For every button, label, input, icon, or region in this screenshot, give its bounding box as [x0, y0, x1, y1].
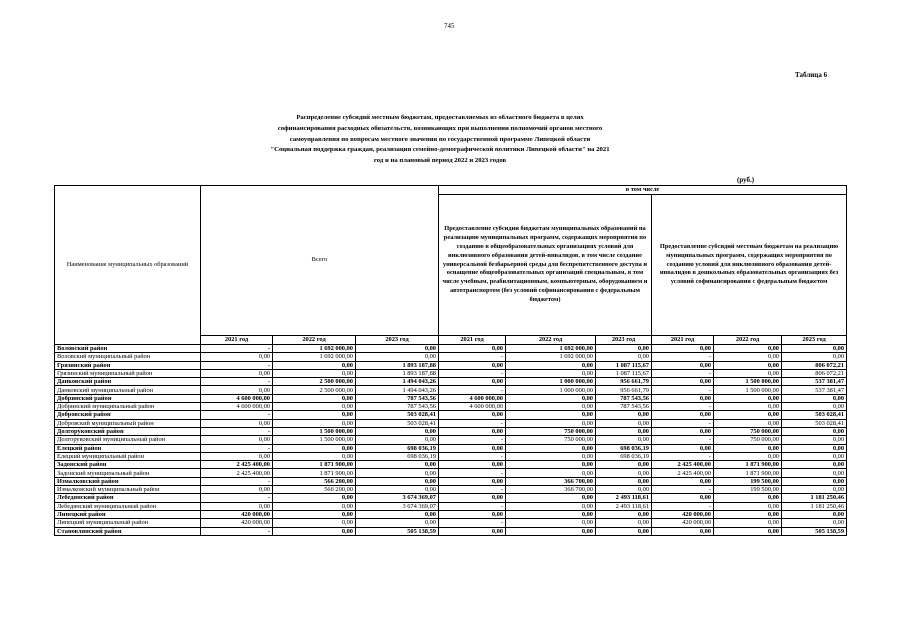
header-year: 2021 год	[201, 336, 273, 345]
amount-cell: 0,00	[201, 436, 273, 444]
amount-cell: -	[201, 427, 273, 435]
amount-cell: -	[201, 345, 273, 353]
amount-cell: 0,00	[714, 494, 782, 502]
row-name: Елецкий район	[55, 444, 201, 452]
row-name: Измалковский район	[55, 477, 201, 485]
amount-cell: 0,00	[596, 427, 652, 435]
amount-cell: 0,00	[782, 436, 847, 444]
district-total-row	[55, 345, 847, 353]
amount-cell: 4 600 000,00	[439, 403, 506, 411]
amount-cell: 0,00	[714, 527, 782, 535]
row-name: Грязинский муниципальный район	[55, 369, 201, 377]
amount-cell: 0,00	[439, 510, 506, 518]
amount-cell: 0,00	[273, 502, 356, 510]
amount-cell: 750 000,00	[714, 427, 782, 435]
amount-cell: 2 425 400,00	[652, 461, 714, 469]
amount-cell: 0,00	[714, 353, 782, 361]
municipal-row	[55, 386, 847, 394]
row-name: Долгоруковский муниципальный район	[55, 436, 201, 444]
table-body	[55, 345, 847, 536]
amount-cell: -	[439, 353, 506, 361]
district-total-row	[55, 461, 847, 469]
amount-cell: 4 600 000,00	[201, 394, 273, 402]
municipal-row	[55, 452, 847, 460]
amount-cell: 0,00	[439, 477, 506, 485]
row-name: Измалковский муниципальный район	[55, 486, 201, 494]
amount-cell: 1 692 000,00	[506, 345, 596, 353]
amount-cell: -	[201, 411, 273, 419]
amount-cell: 0,00	[782, 461, 847, 469]
row-name: Добринский район	[55, 394, 201, 402]
title-line: Распределение субсидий местным бюджетам, предоставляемых из областного бюджета в целях	[296, 114, 584, 121]
row-name: Становлянский район	[55, 527, 201, 535]
row-name: Добринский муниципальный район	[55, 403, 201, 411]
amount-cell: -	[439, 452, 506, 460]
amount-cell: 0,00	[714, 345, 782, 353]
district-total-row	[55, 361, 847, 369]
header-year: 2023 год	[356, 336, 439, 345]
header-year: 2022 год	[714, 336, 782, 345]
amount-cell: 505 138,59	[356, 527, 439, 535]
amount-cell: 0,00	[782, 477, 847, 485]
amount-cell: 0,00	[439, 345, 506, 353]
amount-cell: 0,00	[782, 469, 847, 477]
amount-cell: -	[201, 477, 273, 485]
amount-cell: -	[439, 436, 506, 444]
amount-cell: 0,00	[596, 519, 652, 527]
amount-cell: 0,00	[652, 361, 714, 369]
amount-cell: 787 543,56	[356, 403, 439, 411]
amount-cell: 0,00	[714, 444, 782, 452]
district-total-row	[55, 494, 847, 502]
amount-cell: 0,00	[714, 502, 782, 510]
amount-cell: 0,00	[782, 519, 847, 527]
amount-cell: 0,00	[506, 369, 596, 377]
amount-cell: 1 500 000,00	[714, 378, 782, 386]
amount-cell: 0,00	[356, 477, 439, 485]
municipal-row	[55, 486, 847, 494]
amount-cell: 2 500 000,00	[273, 386, 356, 394]
header-group-preschool: Предоставление субсидий местным бюджетам на реализацию муниципальных программ, содержащих мероприятия по созданию условий для инклюзивного образования детей-инвалидов в дошкольных образовательных организациях без условий софинансирования с федеральным бюджетом	[652, 195, 847, 336]
amount-cell: 0,00	[596, 461, 652, 469]
amount-cell: 0,00	[652, 444, 714, 452]
row-name: Добровский муниципальный район	[55, 419, 201, 427]
district-total-row	[55, 444, 847, 452]
amount-cell: 0,00	[652, 394, 714, 402]
amount-cell: 1 871 900,00	[273, 469, 356, 477]
amount-cell: 0,00	[714, 361, 782, 369]
amount-cell: 0,00	[506, 461, 596, 469]
amount-cell: 0,00	[273, 519, 356, 527]
municipal-row	[55, 353, 847, 361]
amount-cell: 2 425 400,00	[201, 461, 273, 469]
municipal-row	[55, 502, 847, 510]
header-municipality: Наименование муниципальных образований	[55, 186, 201, 345]
amount-cell: 0,00	[596, 345, 652, 353]
amount-cell: 0,00	[356, 353, 439, 361]
amount-cell: -	[652, 502, 714, 510]
amount-cell: 503 028,41	[356, 411, 439, 419]
amount-cell: 0,00	[506, 452, 596, 460]
amount-cell: 0,00	[356, 486, 439, 494]
amount-cell: 566 200,00	[273, 477, 356, 485]
amount-cell: 1 000 000,00	[506, 386, 596, 394]
amount-cell: 806 072,21	[782, 369, 847, 377]
amount-cell: 0,00	[652, 411, 714, 419]
amount-cell: 750 000,00	[714, 436, 782, 444]
amount-cell: 0,00	[201, 369, 273, 377]
amount-cell: 0,00	[273, 452, 356, 460]
amount-cell: 0,00	[506, 502, 596, 510]
amount-cell: -	[201, 444, 273, 452]
amount-cell: 0,00	[356, 427, 439, 435]
amount-cell: 0,00	[201, 386, 273, 394]
amount-cell: 0,00	[506, 411, 596, 419]
amount-cell: 1 692 000,00	[273, 353, 356, 361]
amount-cell: 1 692 000,00	[506, 353, 596, 361]
amount-cell: -	[201, 527, 273, 535]
amount-cell: 0,00	[596, 419, 652, 427]
district-total-row	[55, 510, 847, 518]
municipal-row	[55, 469, 847, 477]
amount-cell: 1 000 000,00	[506, 378, 596, 386]
row-name: Воловский муниципальный район	[55, 353, 201, 361]
title-line: год и на плановый период 2022 и 2023 годов	[373, 157, 507, 165]
amount-cell: 1 871 900,00	[714, 461, 782, 469]
municipal-row	[55, 519, 847, 527]
row-name: Елецкий муниципальный район	[55, 452, 201, 460]
amount-cell: 1 494 043,26	[356, 378, 439, 386]
row-name: Лебедянский район	[55, 494, 201, 502]
amount-cell: 0,00	[356, 510, 439, 518]
amount-cell: 787 543,56	[596, 394, 652, 402]
header-year: 2022 год	[273, 336, 356, 345]
amount-cell: 0,00	[652, 427, 714, 435]
amount-cell: 0,00	[596, 510, 652, 518]
amount-cell: -	[201, 378, 273, 386]
row-name: Воловский район	[55, 345, 201, 353]
district-total-row	[55, 411, 847, 419]
title-line: "Социальная поддержка граждан, реализация семейно-демографической политики Липецкой области" на 2021	[270, 146, 610, 154]
amount-cell: 0,00	[782, 394, 847, 402]
amount-cell: 0,00	[273, 403, 356, 411]
amount-cell: 366 700,00	[506, 477, 596, 485]
amount-cell: 3 674 369,07	[356, 494, 439, 502]
amount-cell: 1 494 043,26	[356, 386, 439, 394]
amount-cell: 2 425 400,00	[652, 469, 714, 477]
amount-cell: 0,00	[273, 419, 356, 427]
row-name: Данковский муниципальный район	[55, 386, 201, 394]
amount-cell: 787 543,56	[356, 394, 439, 402]
amount-cell: 0,00	[652, 494, 714, 502]
amount-cell: 1 087 115,67	[596, 361, 652, 369]
amount-cell: 0,00	[273, 510, 356, 518]
amount-cell: 537 381,47	[782, 378, 847, 386]
amount-cell: 0,00	[782, 486, 847, 494]
row-name: Добровский район	[55, 411, 201, 419]
amount-cell: 503 028,41	[356, 419, 439, 427]
row-name: Задонский муниципальный район	[55, 469, 201, 477]
amount-cell: 0,00	[714, 394, 782, 402]
amount-cell: 787 543,56	[596, 403, 652, 411]
amount-cell: 1 893 187,88	[356, 361, 439, 369]
amount-cell: 0,00	[714, 369, 782, 377]
amount-cell: 0,00	[782, 403, 847, 411]
amount-cell: 0,00	[201, 419, 273, 427]
amount-cell: 2 493 118,61	[596, 502, 652, 510]
amount-cell: 1 500 000,00	[273, 436, 356, 444]
title-line: самоуправления по вопросам местного значения по государственной программе Липецкой области	[289, 135, 591, 143]
header-year: 2021 год	[652, 336, 714, 345]
amount-cell: 0,00	[439, 427, 506, 435]
amount-cell: 0,00	[273, 494, 356, 502]
table-header	[55, 186, 847, 345]
amount-cell: 698 036,19	[596, 444, 652, 452]
subsidy-table	[54, 185, 847, 536]
amount-cell: 2 500 000,00	[273, 378, 356, 386]
amount-cell: 0,00	[782, 427, 847, 435]
amount-cell: 0,00	[506, 527, 596, 535]
amount-cell: 0,00	[782, 444, 847, 452]
amount-cell: 503 028,41	[782, 411, 847, 419]
amount-cell: -	[439, 486, 506, 494]
municipal-row	[55, 369, 847, 377]
municipal-row	[55, 436, 847, 444]
row-name: Липецкий муниципальный район	[55, 519, 201, 527]
amount-cell: 0,00	[201, 502, 273, 510]
amount-cell: 0,00	[201, 353, 273, 361]
amount-cell: 0,00	[356, 469, 439, 477]
header-year: 2023 год	[782, 336, 847, 345]
amount-cell: 0,00	[439, 527, 506, 535]
amount-cell: -	[652, 369, 714, 377]
row-name: Лебедянский муниципальный район	[55, 502, 201, 510]
amount-cell: 3 674 369,07	[356, 502, 439, 510]
amount-cell: 750 000,00	[506, 427, 596, 435]
amount-cell: 956 661,79	[596, 378, 652, 386]
amount-cell: 1 893 187,88	[356, 369, 439, 377]
amount-cell: 2 493 118,61	[596, 494, 652, 502]
amount-cell: 698 036,19	[596, 452, 652, 460]
amount-cell: -	[439, 469, 506, 477]
amount-cell: 806 072,21	[782, 361, 847, 369]
page-number: 745	[444, 22, 455, 30]
amount-cell: -	[201, 494, 273, 502]
district-total-row	[55, 477, 847, 485]
amount-cell: 2 425 400,00	[201, 469, 273, 477]
header-year: 2021 год	[439, 336, 506, 345]
amount-cell: -	[652, 419, 714, 427]
amount-cell: 0,00	[596, 527, 652, 535]
amount-cell: 0,00	[439, 461, 506, 469]
amount-cell: 956 661,79	[596, 386, 652, 394]
row-name: Грязинский район	[55, 361, 201, 369]
amount-cell: -	[652, 386, 714, 394]
unit-label: (руб.)	[737, 176, 755, 184]
amount-cell: 0,00	[273, 369, 356, 377]
amount-cell: 1 181 250,46	[782, 502, 847, 510]
amount-cell: 0,00	[714, 452, 782, 460]
amount-cell: 0,00	[506, 403, 596, 411]
row-name: Задонский район	[55, 461, 201, 469]
amount-cell: 698 036,19	[356, 444, 439, 452]
amount-cell: 750 000,00	[506, 436, 596, 444]
district-total-row	[55, 527, 847, 535]
amount-cell: 199 500,00	[714, 477, 782, 485]
amount-cell: 0,00	[714, 419, 782, 427]
amount-cell: 420 000,00	[201, 519, 273, 527]
title-line: софинансирования расходных обязательств, возникающих при выполнении полномочий органов местного	[277, 124, 603, 132]
header-total: Всего	[201, 186, 439, 336]
amount-cell: 0,00	[356, 345, 439, 353]
amount-cell: 0,00	[273, 394, 356, 402]
amount-cell: 0,00	[714, 519, 782, 527]
amount-cell: 4 600 000,00	[439, 394, 506, 402]
header-year: 2022 год	[506, 336, 596, 345]
amount-cell: 1 871 900,00	[273, 461, 356, 469]
amount-cell: 537 381,47	[782, 386, 847, 394]
amount-cell: 366 700,00	[506, 486, 596, 494]
amount-cell: 1 692 000,00	[273, 345, 356, 353]
amount-cell: 0,00	[356, 436, 439, 444]
amount-cell: 0,00	[506, 419, 596, 427]
amount-cell: -	[439, 386, 506, 394]
amount-cell: 0,00	[439, 444, 506, 452]
amount-cell: 566 200,00	[273, 486, 356, 494]
amount-cell: 0,00	[201, 486, 273, 494]
amount-cell: 0,00	[506, 469, 596, 477]
amount-cell: 420 000,00	[652, 519, 714, 527]
amount-cell: 0,00	[714, 510, 782, 518]
amount-cell: 0,00	[273, 361, 356, 369]
amount-cell: -	[439, 502, 506, 510]
amount-cell: 0,00	[506, 444, 596, 452]
amount-cell: 0,00	[596, 353, 652, 361]
amount-cell: 0,00	[714, 411, 782, 419]
amount-cell: 0,00	[652, 477, 714, 485]
header-including: в том числе	[439, 186, 847, 195]
amount-cell: 1 087 115,67	[596, 369, 652, 377]
amount-cell: 420 000,00	[652, 510, 714, 518]
amount-cell: 1 500 000,00	[273, 427, 356, 435]
row-name: Долгоруковский район	[55, 427, 201, 435]
amount-cell: 0,00	[506, 510, 596, 518]
amount-cell: 0,00	[356, 519, 439, 527]
municipal-row	[55, 419, 847, 427]
amount-cell: -	[652, 486, 714, 494]
amount-cell: 0,00	[652, 345, 714, 353]
amount-cell: 0,00	[782, 452, 847, 460]
row-name: Липецкий район	[55, 510, 201, 518]
row-name: Данковский район	[55, 378, 201, 386]
amount-cell: 0,00	[506, 361, 596, 369]
header-group-schools: Предоставление субсидии бюджетам муниципальных образований на реализацию муниципальных программ, содержащих мероприятия по созданию в общеобразовательных организациях условий для инклюзивного образования детей-инвалидов, в том числе создание универсальной безбарьерной среды для беспрепятственного доступа и оснащение общеобразовательных организаций специальным, в том числе учебным, реабилитационным, компьютерным, оборудованием и автотранспортом (без условий софинансирования с федеральным бюджетом)	[439, 195, 652, 336]
amount-cell: 199 500,00	[714, 486, 782, 494]
amount-cell: 0,00	[356, 461, 439, 469]
amount-cell: 0,00	[201, 452, 273, 460]
document-title	[200, 113, 680, 167]
amount-cell: 0,00	[439, 494, 506, 502]
amount-cell: -	[652, 353, 714, 361]
amount-cell: 4 600 000,00	[201, 403, 273, 411]
amount-cell: 0,00	[273, 411, 356, 419]
amount-cell: 0,00	[782, 510, 847, 518]
amount-cell: 0,00	[439, 378, 506, 386]
amount-cell: 505 138,59	[782, 527, 847, 535]
district-total-row	[55, 394, 847, 402]
amount-cell: 0,00	[273, 444, 356, 452]
amount-cell: -	[439, 519, 506, 527]
amount-cell: 1 871 900,00	[714, 469, 782, 477]
header-year: 2023 год	[596, 336, 652, 345]
amount-cell: 0,00	[596, 469, 652, 477]
amount-cell: 0,00	[714, 403, 782, 411]
amount-cell: 0,00	[439, 411, 506, 419]
amount-cell: 0,00	[273, 527, 356, 535]
amount-cell: -	[652, 436, 714, 444]
amount-cell: 0,00	[596, 436, 652, 444]
amount-cell: 0,00	[506, 394, 596, 402]
amount-cell: 0,00	[596, 486, 652, 494]
amount-cell: 0,00	[596, 477, 652, 485]
amount-cell: -	[201, 361, 273, 369]
amount-cell: -	[439, 369, 506, 377]
amount-cell: 0,00	[782, 353, 847, 361]
amount-cell: 698 036,19	[356, 452, 439, 460]
district-total-row	[55, 427, 847, 435]
municipal-row	[55, 403, 847, 411]
district-total-row	[55, 378, 847, 386]
amount-cell: 0,00	[506, 519, 596, 527]
amount-cell: 503 028,41	[782, 419, 847, 427]
amount-cell: 0,00	[439, 361, 506, 369]
table-label: Таблица 6	[795, 71, 828, 79]
amount-cell: 0,00	[652, 527, 714, 535]
amount-cell: 0,00	[782, 345, 847, 353]
amount-cell: 420 000,00	[201, 510, 273, 518]
amount-cell: 0,00	[652, 378, 714, 386]
amount-cell: 0,00	[596, 411, 652, 419]
amount-cell: -	[652, 403, 714, 411]
amount-cell: -	[439, 419, 506, 427]
amount-cell: -	[652, 452, 714, 460]
amount-cell: 0,00	[506, 494, 596, 502]
amount-cell: 1 500 000,00	[714, 386, 782, 394]
amount-cell: 1 181 250,46	[782, 494, 847, 502]
